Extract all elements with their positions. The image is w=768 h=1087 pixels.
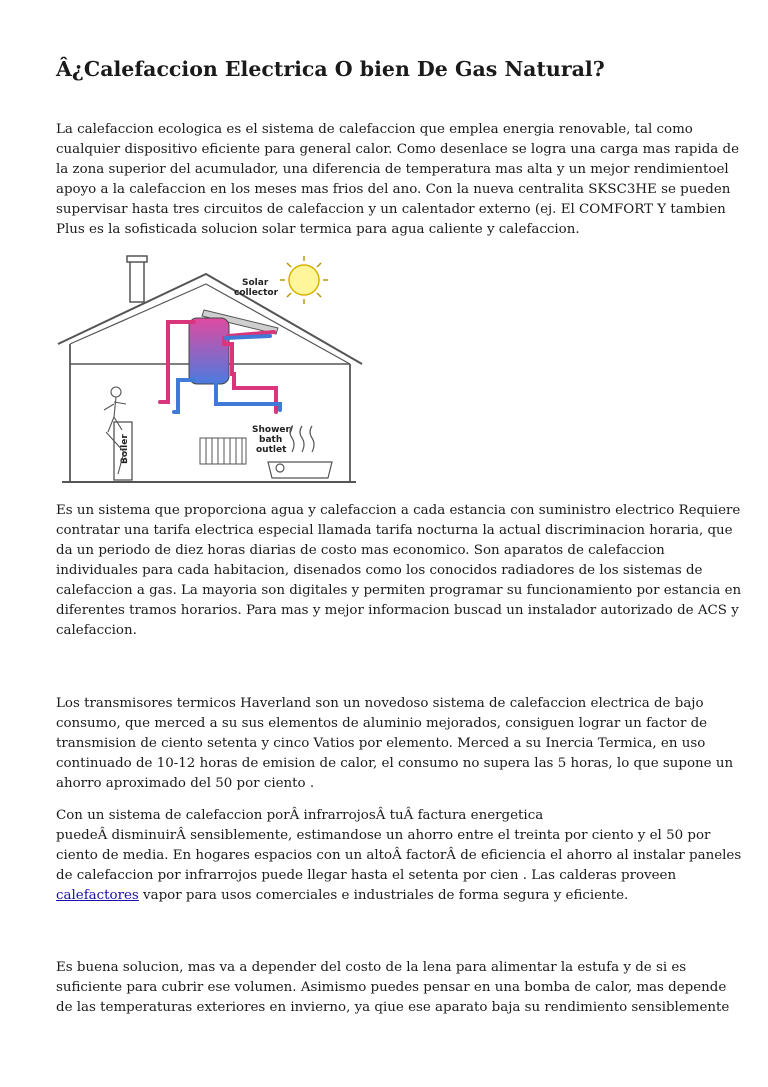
text-line: de las temperaturas exteriores en invierno, ya qiue ese aparato baja su rendimiento sensiblemente bbox=[56, 1000, 730, 1015]
paragraph-5 bbox=[56, 958, 730, 1018]
text-line: apoyo a la calefaccion en los meses mas frios del ano. Con la nueva centralita SKSC3HE se pueden bbox=[56, 182, 731, 197]
text-line: contratar una tarifa electrica especial llamada tarifa nocturna la actual discriminacion horaria, que bbox=[56, 523, 733, 538]
text-line: Es buena solucion, mas va a depender del costo de la lena para alimentar la estufa y de si es bbox=[56, 960, 687, 975]
text-line: puedeÂ disminuirÂ sensiblemente, estimandose un ahorro entre el treinta por ciento y el 50 por bbox=[56, 828, 711, 843]
text-line: suficiente para cubrir ese volumen. Asimismo puedes pensar en una bomba de calor, mas depende bbox=[56, 980, 727, 995]
text-line: calefaccion. bbox=[56, 623, 137, 638]
text-line: individuales para cada habitacion, disenados como los conocidos radiadores de los sistemas de bbox=[56, 563, 703, 578]
solar-heating-house-illustration bbox=[56, 252, 366, 492]
text-line: la zona superior del acumulador, una diferencia de temperatura mas alta y un mejor rendimientoel bbox=[56, 162, 729, 177]
text-line: Plus es la sofisticada solucion solar termica para agua caliente y calefaccion. bbox=[56, 222, 580, 237]
text-line: transmision de ciento setenta y cinco Vatios por elemento. Merced a su Inercia Termica, en uso bbox=[56, 736, 706, 751]
text-line: ahorro aproximado del 50 por ciento . bbox=[56, 776, 315, 791]
text-line bbox=[56, 886, 716, 906]
text-line: Los transmisores termicos Haverland son un novedoso sistema de calefaccion electrica de bajo bbox=[56, 696, 704, 711]
text-line: consumo, que merced a su sus elementos de aluminio mejorados, consiguen lograr un factor de bbox=[56, 716, 708, 731]
text-line: cualquier dispositivo eficiente para general calor. Como desenlace se logra una carga mas rapida de bbox=[56, 142, 740, 157]
shower-outlet-label: Shower/ bath outlet bbox=[252, 425, 294, 455]
text-line: de calefaccion por infrarrojos puede llegar hasta el setenta por cien . Las calderas proveen bbox=[56, 868, 677, 883]
paragraph-2 bbox=[56, 501, 742, 641]
page-title: Â¿Calefaccion Electrica O bien De Gas Natural? bbox=[56, 57, 605, 81]
link-trailing-text: vapor para usos comerciales e industriales de forma segura y eficiente. bbox=[138, 888, 629, 903]
text-line: continuado de 10-12 horas de emision de calor, el consumo no supera las 5 horas, lo que supone un bbox=[56, 756, 734, 771]
text-line: da un periodo de diez horas diarias de costo mas economico. Son aparatos de calefaccion bbox=[56, 543, 665, 558]
boiler-label: Boiler bbox=[120, 434, 130, 464]
paragraph-3 bbox=[56, 694, 734, 794]
text-line: Es un sistema que proporciona agua y calefaccion a cada estancia con suministro electrico Requiere bbox=[56, 503, 741, 518]
text-line: La calefaccion ecologica es el sistema de calefaccion que emplea energia renovable, tal como bbox=[56, 122, 693, 137]
paragraph-1 bbox=[56, 120, 740, 240]
sun-icon bbox=[280, 256, 328, 304]
paragraph-4 bbox=[56, 806, 742, 906]
text-line: supervisar hasta tres circuitos de calefaccion y un calentador externo (ej. El COMFORT Y tambien bbox=[56, 202, 726, 217]
text-line: calefaccion a gas. La mayoria son digitales y permiten programar su funcionamiento por estancia en bbox=[56, 583, 742, 598]
text-line: Con un sistema de calefaccion porÂ infrarrojosÂ tuÂ factura energetica bbox=[56, 808, 544, 823]
calefactores-link[interactable]: calefactores bbox=[56, 888, 139, 903]
solar-collector-label: Solar collector bbox=[234, 278, 279, 298]
text-line: ciento de media. En hogares espacios con un altoÂ factorÂ de eficiencia el ahorro al instalar paneles bbox=[56, 848, 742, 863]
radiator-icon bbox=[200, 438, 246, 464]
text-line: diferentes tramos horarios. Para mas y mejor informacion buscad un instalador autorizado de ACS y bbox=[56, 603, 739, 618]
